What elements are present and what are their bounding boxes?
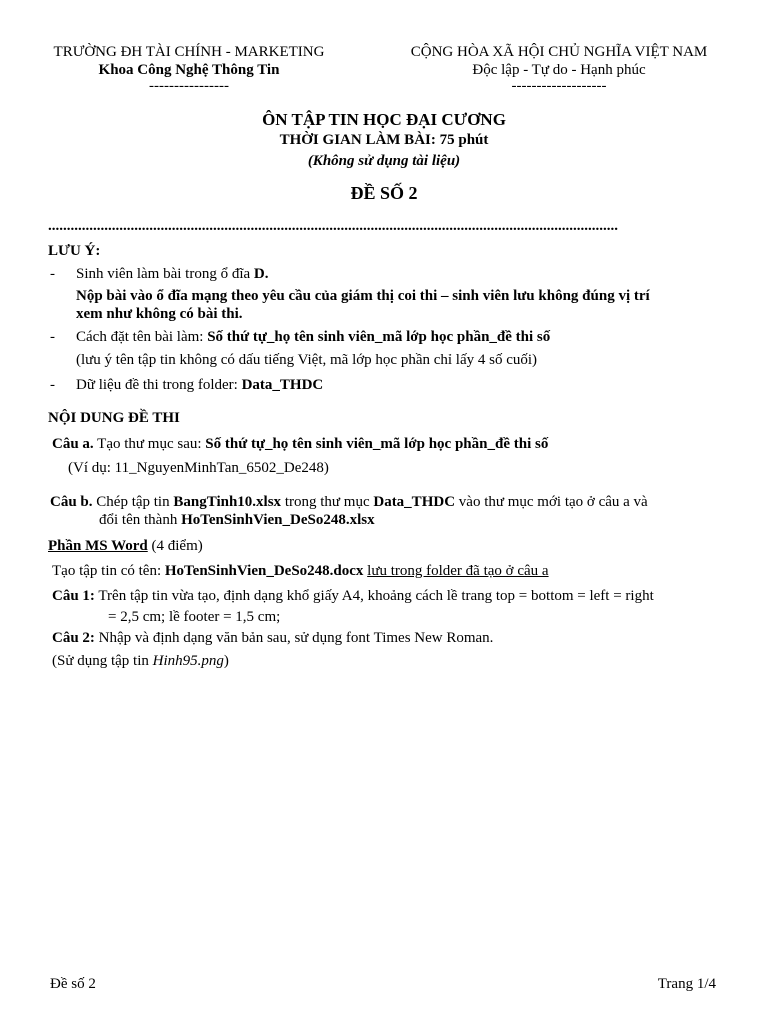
create-text: Tạo tập tin có tên:: [52, 563, 165, 579]
note-bold: Data_THDC: [241, 377, 324, 393]
create-location: lưu trong folder đã tạo ở câu a: [367, 563, 549, 579]
note-item-1: [76, 266, 268, 283]
faculty-name: Khoa Công Nghệ Thông Tin: [98, 62, 280, 78]
question-b: [50, 494, 648, 511]
use-suffix: ): [223, 653, 229, 669]
word-section-heading: [48, 538, 203, 555]
question-text: Chép tập tin: [92, 494, 174, 510]
question-b-line-2: [99, 512, 375, 529]
question-bold: Số thứ tự_họ tên sinh viên_mã lớp học phần_đề thi số: [205, 436, 549, 452]
note-item-2-remark: (lưu ý tên tập tin không có dấu tiếng Việt, mã lớp học phần chỉ lấy 4 số cuối): [76, 352, 538, 368]
header-right-dashes: -------------------: [511, 78, 607, 94]
note-text: Sinh viên làm bài trong ổ đĩa: [76, 266, 254, 282]
use-prefix: (Sử dụng tập tin: [52, 653, 153, 669]
question-text: đổi tên thành: [99, 512, 182, 528]
notes-heading: LƯU Ý:: [48, 243, 101, 259]
exam-duration: THỜI GIAN LÀM BÀI: 75 phút: [279, 132, 489, 148]
word-question-1-line-2: = 2,5 cm; lề footer = 1,5 cm;: [108, 609, 281, 625]
dotted-separator: ........................................................................................................................................................: [48, 218, 618, 234]
question-text: Tạo thư mục sau:: [93, 436, 206, 452]
bullet: -: [50, 377, 55, 393]
exam-note: (Không sử dụng tài liệu): [307, 153, 461, 169]
header-left-dashes: ----------------: [149, 78, 229, 94]
question-label: Câu b.: [50, 494, 93, 510]
question-a-example: (Ví dụ: 11_NguyenMinhTan_6502_De248): [68, 460, 329, 476]
question-text: Nhập và định dạng văn bản sau, sử dụng font Times New Roman.: [94, 630, 494, 646]
note-text: Dữ liệu đề thi trong folder:: [76, 377, 242, 393]
word-question-1: [52, 588, 654, 605]
note-item-2: [76, 329, 550, 346]
page-title: ÔN TẬP TIN HỌC ĐẠI CƯƠNG: [262, 110, 506, 129]
note-bold: D.: [253, 266, 269, 282]
question-label: Câu 2:: [52, 630, 95, 646]
exam-number: ĐỀ SỐ 2: [350, 183, 418, 203]
question-bold: BangTinh10.xlsx: [173, 494, 282, 510]
nation-title: CỘNG HÒA XÃ HỘI CHỦ NGHĨA VIỆT NAM: [410, 44, 708, 60]
create-filename: HoTenSinhVien_DeSo248.docx: [164, 563, 364, 579]
word-question-2: [52, 630, 493, 647]
section-points: (4 điểm): [147, 538, 203, 554]
note-item-1-line-2: Nộp bài vào ổ đĩa mạng theo yêu cầu của giám thị coi thi – sinh viên lưu không đúng vị trí: [76, 288, 650, 304]
bullet: -: [50, 329, 55, 345]
footer-exam-number: Đề số 2: [50, 976, 96, 992]
use-filename: Hinh95.png: [152, 653, 224, 669]
note-item-3: [76, 377, 323, 394]
bullet: -: [50, 266, 55, 282]
question-bold: HoTenSinhVien_DeSo248.xlsx: [181, 512, 375, 528]
note-bold: Số thứ tự_họ tên sinh viên_mã lớp học phần_đề thi số: [207, 329, 551, 345]
content-heading: NỘI DUNG ĐỀ THI: [48, 410, 180, 426]
school-name: TRƯỜNG ĐH TÀI CHÍNH - MARKETING: [53, 44, 325, 60]
question-label: Câu a.: [52, 436, 94, 452]
nation-motto: Độc lập - Tự do - Hạnh phúc: [472, 62, 646, 78]
question-text: vào thư mục mới tạo ở câu a và: [455, 494, 648, 510]
word-use-file: [52, 653, 229, 670]
note-item-1-line-3: xem như không có bài thi.: [76, 306, 243, 322]
question-label: Câu 1:: [52, 588, 95, 604]
question-text: trong thư mục: [281, 494, 374, 510]
question-bold: Data_THDC: [373, 494, 456, 510]
word-create-file: [52, 563, 549, 580]
footer-page-number: Trang 1/4: [657, 976, 716, 992]
question-text: Trên tập tin vừa tạo, định dạng khổ giấy A4, khoảng cách lề trang top = bottom = left = right: [94, 588, 654, 604]
section-title: Phần MS Word: [48, 538, 148, 554]
note-text: Cách đặt tên bài làm:: [76, 329, 208, 345]
question-a: [52, 436, 548, 453]
